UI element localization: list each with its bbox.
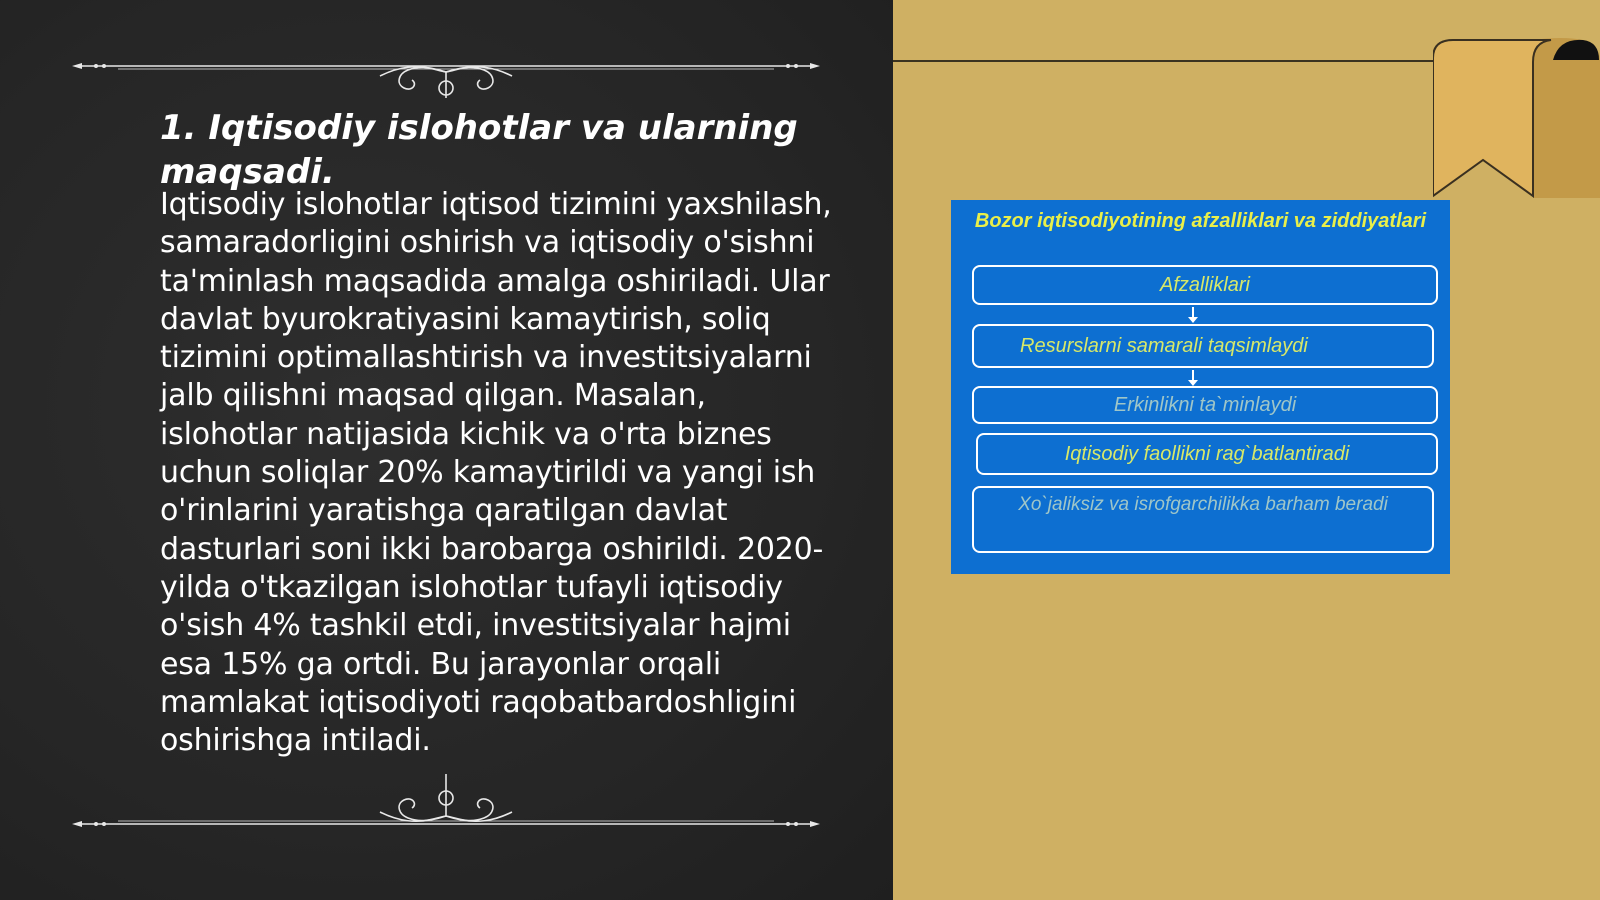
bottom-ornament-divider: [68, 772, 824, 832]
diagram-box-freedom: Erkinlikni ta`minlaydi: [972, 386, 1438, 424]
slide-body-text: Iqtisodiy islohotlar iqtisod tizimini yaxshilash, samaradorligini oshirish va iqtisodiy o'sishni ta'minlash maqsadida amalga oshiriladi. Ular davlat byurokratiyasini kamaytirish, soliq tizimini optimallashtirish va investitsiyalarni jalb qilishni maqsad qilgan. Masalan, islohotlar natijasida kichik va o'rta biznes uchun soliqlar 20% kamaytirildi va yangi ish o'rinlarini yaratishga qaratilgan davlat dasturlari soni ikki barobarga oshirildi. 2020-yilda o'tkazilgan islohotlar tufayli iqtisodiy o'sish 4% tashkil etdi, investitsiyalar hajmi esa 15% ga ortdi. Bu jarayonlar orqali mamlakat iqtisodiyoti raqobatbardoshligini oshirishga intiladi.: [160, 187, 832, 759]
bookmark-ribbon-icon: [1433, 36, 1600, 198]
slide-title: 1. Iqtisodiy islohotlar va ularning maqsadi.: [160, 108, 798, 192]
arrow-down-icon: [1192, 370, 1194, 384]
top-ornament-divider: [68, 38, 824, 98]
diagram-title: Bozor iqtisodiyotining afzalliklari va ziddiyatlari: [974, 210, 1427, 232]
diagram-box-activity: Iqtisodiy faollikni rag`batlantiradi: [976, 433, 1438, 475]
diagram-box-waste: Xo`jaliksiz va isrofgarchilikka barham beradi: [972, 486, 1434, 553]
arrow-down-icon: [1192, 307, 1194, 321]
diagram-box-resources: Resurslarni samarali taqsimlaydi: [972, 324, 1434, 368]
horizontal-rule: [893, 60, 1438, 62]
market-economy-diagram: [951, 200, 1450, 574]
diagram-box-advantages: Afzalliklari: [972, 265, 1438, 305]
